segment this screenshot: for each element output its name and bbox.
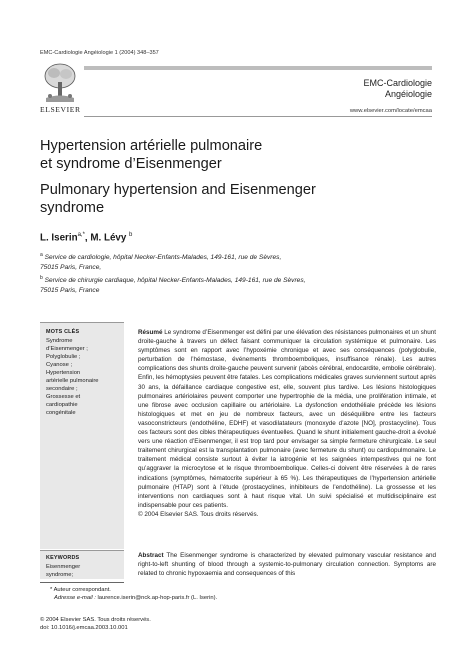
keywords-en-box — [40, 550, 124, 579]
title-fr-line2: et syndrome d’Eisenmenger — [40, 156, 222, 172]
article-title-en — [40, 181, 430, 217]
journal-name — [363, 78, 432, 100]
article-title-fr — [40, 137, 430, 173]
keywords-en-heading: KEYWORDS — [46, 555, 80, 561]
authors — [40, 232, 132, 243]
header-rule — [84, 66, 432, 70]
author-separator: , — [84, 232, 91, 244]
affiliation-a-sup: a — [40, 252, 43, 258]
journal-url[interactable]: www.elsevier.com/locate/emcaa — [349, 108, 432, 114]
keyword-fr-item: Polyglobulie ; — [46, 354, 81, 360]
footnote — [40, 586, 217, 602]
keyword-fr-item: congénitale — [46, 410, 76, 416]
affiliation-a-line2: 75015 Paris, France, — [40, 264, 102, 272]
title-en-line2: syndrome — [40, 200, 105, 216]
keywords-fr-heading: MOTS CLÉS — [46, 329, 80, 335]
footnote-label: Auteur correspondant. — [53, 587, 111, 593]
journal-name-line1: EMC-Cardiologie — [363, 78, 432, 88]
journal-citation: EMC-Cardiologie Angéiologie 1 (2004) 348–357 — [40, 50, 159, 56]
keyword-fr-item: cardiopathie — [46, 402, 78, 408]
abstract-en-lead: Abstract — [138, 552, 164, 559]
abstract-fr-lead: Résumé — [138, 329, 163, 336]
abstract-en-body: The Eisenmenger syndrome is characterized by elevated pulmonary vascular resistance and right-to-left shunting of blood through a systemic-to-pulmonary circulation connection. Symptoms are related to chronic hypoxaemia and consequences of this — [138, 552, 437, 578]
bottom-copyright: © 2004 Elsevier SAS. Tous droits réservés. — [40, 617, 151, 623]
keyword-en-item: Eisenmenger — [46, 564, 81, 570]
keyword-fr-item: secondaire ; — [46, 386, 78, 392]
abstract-fr — [138, 328, 436, 519]
footnote-email[interactable]: laurence.iserin@nck.ap-hop-paris.fr (L. Iserin). — [97, 595, 218, 601]
affiliation-b-line1: Service de chirurgie cardiaque, hôpital Necker-Enfants-Malades, 149-161, rue de Sèvres, — [44, 277, 306, 285]
footnote-email-label: Adresse e-mail : — [54, 595, 96, 601]
keyword-en-item: syndrome; — [46, 572, 74, 578]
title-en-line1: Pulmonary hypertension and Eisenmenger — [40, 182, 316, 198]
affiliation-b-sup: b — [40, 275, 43, 281]
affiliation-b — [40, 273, 440, 296]
keyword-fr-item: d’Eisenmenger ; — [46, 346, 88, 352]
keyword-fr-item: artérielle pulmonaire — [46, 378, 99, 384]
bottom-doi[interactable]: doi: 10.1016/j.emcaa.2003.10.001 — [40, 625, 128, 631]
keyword-fr-item: Syndrome — [46, 338, 73, 344]
author-levy[interactable]: M. Lévy — [90, 232, 127, 244]
author-iserin-sup: a,* — [77, 232, 85, 238]
affiliation-a — [40, 250, 440, 273]
publisher-name: ELSEVIER — [40, 105, 81, 114]
abstract-en — [138, 551, 436, 578]
keyword-fr-item: Cyanose ; — [46, 362, 73, 368]
footnote-marker: * — [50, 587, 53, 593]
keywords-fr-box — [40, 322, 124, 549]
author-iserin[interactable]: L. Iserin — [40, 232, 78, 244]
publisher-logo — [40, 60, 80, 114]
header-thin-rule — [84, 116, 432, 117]
abstract-fr-body: Le syndrome d’Eisenmenger est défini par une élévation des résistances pulmonaires et un shunt droite-gauche à travers un défect faisant communiquer la circulation systémique et pulmonaire. Les symptômes sont en rapport avec l’hypoxémie chronique et avec ses conséquences (polyglobulie, perturbation de l’hémostase, événements thromboemboliques, insuffisance rénale). Les autres complications des shunts droite-gauche peuvent survenir (abcès cérébral, endocardite, embolie cérébrale). Enfin, les hémoptysies peuvent être fatales. Les complications médicales graves surviennent surtout après 30 ans, la défaillance cardiaque congestive est, elle, souvent plus tardive. Les lésions histologiques pulmonaires artériolaires peuvent comporter une hypertrophie de la média, une prolifération intimale, et une fibrose avec occlusion capillaire ou artériolaire. La dysfonction endothéliale précède les lésions histologiques et met en jeu de nombreux facteurs, avec un déséquilibre entre les facteurs vasoconstricteurs (endothéline, EDHF) et vasodilatateurs (monoxyde d’azote [NO], prostacycline). Tous ces facteurs sont des cibles thérapeutiques éventuelles. Quand le shunt initialement gauche-droit a évolué vers une réaction d’Eisenmenger, il est trop tard pour envisager sa simple fermeture chirurgicale. Le seul traitement chirurgical est la transplantation pulmonaire (avec fermeture du shunt) ou cardiopulmonaire. Le traitement médical consiste surtout à éviter la iatrogénie et les saignées intempestives qui ne font qu’aggraver la microcytose et le risque thromboembolique. Celles-ci doivent être réservées à de rares indications (symptômes, hématocrite supérieur à 65 %). Les thérapeutiques de l’hypertension artérielle pulmonaire (HTAP) sont à l’étude (prostacyclines, inhibiteurs de l’endothéline). La grossesse et les interventions non cardiaques sont à haut risque vital. Un suivi spécialisé et multidisciplinaire est indispensable pour ces patients. — [138, 329, 437, 509]
elsevier-tree-icon — [40, 60, 80, 104]
keyword-fr-item: Grossesse et — [46, 394, 81, 400]
page-bottom-info — [40, 616, 151, 632]
keyword-fr-item: Hypertension — [46, 370, 81, 376]
abstract-fr-copyright: © 2004 Elsevier SAS. Tous droits réservés. — [138, 510, 259, 518]
affiliation-a-line1: Service de cardiologie, hôpital Necker-Enfants-Malades, 149-161, rue de Sèvres, — [44, 254, 282, 262]
affiliation-b-line2: 75015 Paris, France — [40, 287, 100, 295]
footnote-rule — [40, 582, 124, 583]
author-levy-sup: b — [129, 232, 133, 238]
journal-name-line2: Angéiologie — [384, 89, 432, 99]
title-fr-line1: Hypertension artérielle pulmonaire — [40, 138, 263, 154]
